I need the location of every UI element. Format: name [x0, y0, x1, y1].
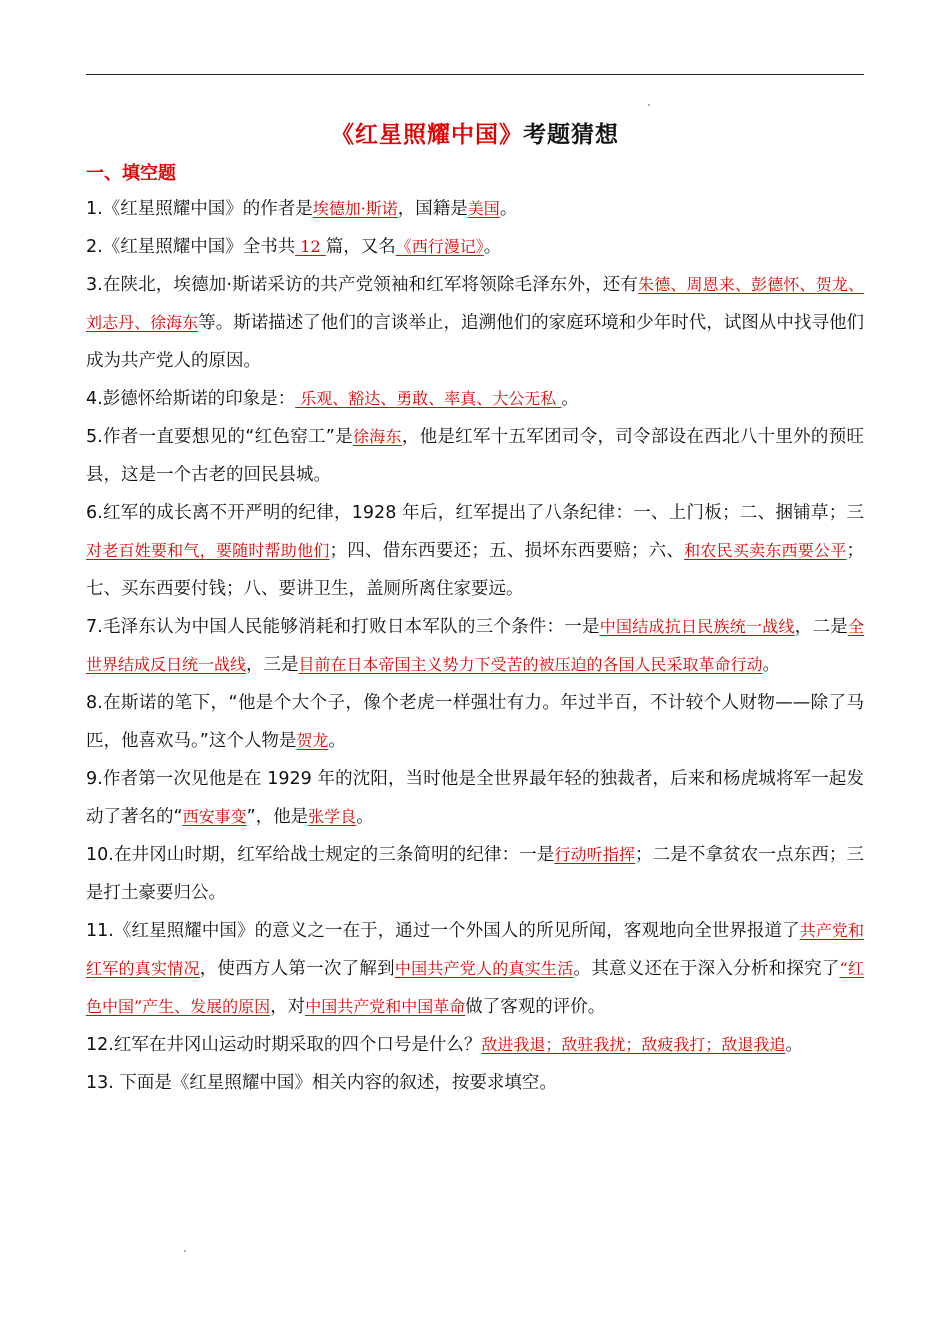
answer-text: 和农民买卖东西要公平: [684, 541, 847, 560]
question-text: 9.作者第一次见他是在 1929 年的沈阳，当时他是全世界最年轻的独裁者，后来和杨虎城将军一起发动了著名的“: [86, 769, 864, 827]
question-text: ”，他是: [246, 807, 309, 827]
question-text: 。: [561, 389, 579, 409]
question-text: 8.在斯诺的笔下，“他是个大个子，像个老虎一样强壮有力。年过半百，不计较个人财物——除了马匹，他喜欢马。”这个人物是: [86, 693, 864, 751]
question-text: ，三是: [246, 655, 299, 675]
question-q1: [86, 190, 864, 228]
answer-text: 徐海东: [352, 427, 402, 446]
answer-text: 埃德加·斯诺: [312, 199, 398, 218]
question-text: 11.《红星照耀中国》的意义之一在于，通过一个外国人的所见所闻，客观地向全世界报道了: [86, 921, 800, 941]
question-text: 。其意义还在于深入分析和探究了: [573, 959, 840, 979]
question-text: 。: [785, 1035, 803, 1055]
question-text: 做了客观的评价。: [465, 997, 606, 1017]
answer-text: 中国共产党人的真实生活: [394, 959, 574, 978]
question-text: ；四、借东西要还；五、损坏东西要赔；六、: [329, 541, 685, 561]
speck-bottom: [184, 1250, 186, 1252]
answer-text: 朱德、周恩来、彭德怀、贺龙、刘志丹、徐海东: [86, 275, 864, 332]
question-text: 等。斯诺描述了他们的言谈举止，追溯他们的家庭环境和少年时代，试图从中找寻他们成为共产党人的原因。: [86, 313, 864, 371]
question-q5: [86, 418, 864, 494]
question-text: 。: [328, 731, 346, 751]
question-text: 3.在陕北，埃德加·斯诺采访的共产党领袖和红军将领除毛泽东外，还有: [86, 275, 639, 295]
question-text: 6.红军的成长离不开严明的纪律，1928 年后，红军提出了八条纪律：一、上门板；二、捆铺草；三: [86, 503, 864, 523]
question-text: 2.《红星照耀中国》全书共: [86, 237, 296, 257]
question-q9: [86, 760, 864, 836]
answer-text: 行动听指挥: [554, 845, 636, 864]
answer-text: 对老百姓要和气，要随时帮助他们: [86, 541, 330, 560]
question-q7: [86, 608, 864, 684]
answer-text: 敌进我退；敌驻我扰；敌疲我打；敌退我追: [481, 1035, 786, 1054]
question-text: 13. 下面是《红星照耀中国》相关内容的叙述，按要求填空。: [86, 1073, 557, 1093]
question-text: ，二是: [794, 617, 848, 637]
question-text: 。: [762, 655, 781, 675]
question-text: 。: [483, 237, 502, 257]
question-text: ，国籍是: [397, 199, 468, 219]
section-heading: 一、填空题: [86, 163, 176, 184]
question-text: 12.红军在井冈山运动时期采取的四个口号是什么？: [86, 1035, 482, 1055]
question-q3: [86, 266, 864, 380]
question-text: 4.彭德怀给斯诺的印象是：: [86, 389, 296, 409]
answer-text: 乐观、豁达、勇敢、率真、大公无私: [295, 389, 562, 408]
question-text: 1.《红星照耀中国》的作者是: [86, 199, 313, 219]
question-list: [86, 190, 864, 1102]
question-text: 5.作者一直要想见的“红色窑工”是: [86, 427, 353, 447]
question-q2: [86, 228, 864, 266]
question-text: 篇，又名: [325, 237, 396, 257]
question-text: ，他是红军十五军团司令，司令部设在西北八十里外的预旺县，这是一个古老的回民县城。: [86, 427, 865, 485]
question-q4: [86, 380, 864, 418]
answer-text: 西安事变: [182, 807, 247, 826]
answer-text: 贺龙: [296, 731, 329, 750]
question-q8: [86, 684, 864, 760]
answer-text: 目前在日本帝国主义势力下受苦的被压迫的各国人民采取革命行动: [298, 655, 763, 674]
answer-text: 张学良: [308, 807, 357, 826]
header-rule: [86, 74, 864, 75]
question-text: 。: [356, 807, 374, 827]
question-text: ；二是不拿贫农一点东西；三是打土豪要归公。: [86, 845, 864, 903]
answer-text: “红色中国”产生、发展的原因: [86, 959, 864, 1016]
page-title: [0, 116, 950, 149]
question-text: 。: [499, 199, 518, 219]
question-text: 10.在井冈山时期，红军给战士规定的三条简明的纪律：一是: [86, 845, 555, 865]
title-book-name: 《红星照耀中国》: [331, 121, 523, 148]
question-text: ，对: [270, 997, 306, 1017]
question-text: ，使西方人第一次了解到: [199, 959, 395, 979]
answer-text: 《西行漫记》: [395, 237, 484, 256]
title-suffix: 考题猜想: [523, 122, 619, 148]
answer-text: 全世界结成反日统一战线: [86, 617, 864, 674]
question-q12: [86, 1026, 864, 1064]
answer-text: 12: [295, 237, 326, 256]
answer-text: 中国共产党和中国革命: [305, 997, 466, 1016]
speck-top: [648, 104, 650, 106]
question-q6: [86, 494, 864, 608]
answer-text: 美国: [467, 199, 500, 218]
answer-text: 中国结成抗日民族统一战线: [599, 617, 795, 636]
question-q11: [86, 912, 864, 1026]
answer-text: 共产党和红军的真实情况: [86, 921, 864, 978]
question-q13: [86, 1064, 864, 1102]
question-text: ；七、买东西要付钱；八、要讲卫生，盖厕所离住家要远。: [86, 541, 864, 599]
question-q10: [86, 836, 864, 912]
question-text: 7.毛泽东认为中国人民能够消耗和打败日本军队的三个条件：一是: [86, 617, 600, 637]
